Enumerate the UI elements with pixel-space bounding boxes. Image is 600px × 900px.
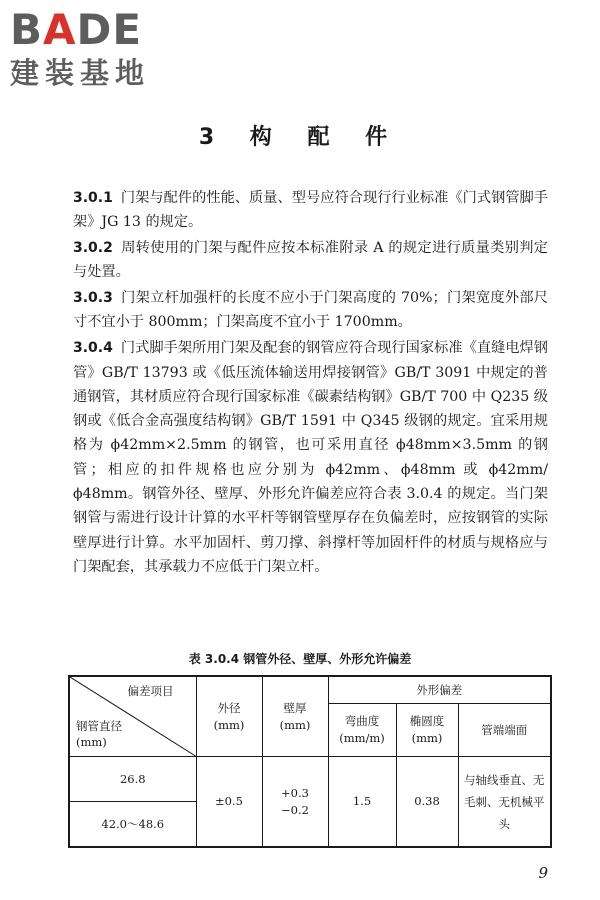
table-cell-bending: 1.5 [328, 757, 396, 848]
clause-3-0-4 [73, 336, 548, 579]
clause-number: 3.0.4 [73, 340, 113, 357]
header-outer-diameter: 外径 (mm) [196, 676, 262, 757]
chapter-title: 3 构 配 件 [198, 125, 402, 150]
clause-3-0-1 [73, 186, 548, 235]
logo-subtitle: 建装基地 [10, 56, 151, 90]
clause-text: 门架与配件的性能、质量、型号应符合现行行业标准《门式钢管脚手架》JG 13 的规定。 [73, 190, 548, 231]
tolerance-table [68, 675, 552, 848]
page-number: 9 [538, 864, 548, 882]
header-shape-deviation: 外形偏差 [328, 676, 551, 704]
clause-text: 门架立杆加强杆的长度不应小于门架高度的 70%；门架宽度外部尺寸不宜小于 800mm；门架高度不宜小于 1700mm。 [73, 290, 548, 331]
table-cell-diameter: 42.0～48.6 [69, 802, 196, 848]
header-ovality: 椭圆度 (mm) [396, 704, 458, 757]
table-cell-diameter: 26.8 [69, 757, 196, 802]
logo-brand-text: BADE [10, 5, 143, 54]
header-pipe-end: 管端端面 [458, 704, 551, 757]
table-cell-pipe-end: 与轴线垂直、无毛刺、无机械平头 [458, 757, 551, 848]
clause-text: 门式脚手架所用门架及配套的钢管应符合现行国家标准《直缝电焊钢管》GB/T 13793 或《低压流体输送用焊接钢管》GB/T 3091 中规定的普通钢管，其材质应符合现行国家标准《碳素结构钢》GB/T 700 中 Q235 级钢或《低合金高强度结构钢》GB/T 1591 中 Q345 级钢的规定。宜采用规格为 ϕ42mm×2.5mm 的钢管，也可采用直径 ϕ48mm×3.5mm 的钢管；相应的扣件规格也应分别为 ϕ42mm、ϕ48mm 或 ϕ42mm/ϕ48mm。钢管外径、壁厚、外形允许偏差应符合表 3.0.4 的规定。当门架钢管与需进行设计计算的水平杆等钢管壁厚存在负偏差时，应按钢管的实际壁厚进行计算。水平加固杆、剪刀撑、斜撑杆等加固杆件的材质与规格应与门架配套，其承载力不应低于门架立杆。 [73, 340, 548, 575]
header-bending: 弯曲度 (mm/m) [328, 704, 396, 757]
header-pipe-diameter: 钢管直径 (mm) [76, 719, 122, 749]
clause-3-0-2 [73, 236, 548, 285]
table-title: 表 3.0.4 钢管外径、壁厚、外形允许偏差 [188, 652, 412, 666]
clause-number: 3.0.3 [73, 290, 113, 307]
header-deviation-item: 偏差项目 [127, 684, 174, 698]
brand-logo [10, 5, 180, 90]
diagonal-header-cell [69, 676, 196, 757]
clause-3-0-3 [73, 286, 548, 335]
clause-number: 3.0.1 [73, 190, 113, 206]
header-wall-thickness: 壁厚 (mm) [262, 676, 328, 757]
table-cell-wall-thickness: +0.3 −0.2 [262, 757, 328, 848]
table-cell-outer-diameter: ±0.5 [196, 757, 262, 848]
clause-text: 周转使用的门架与配件应按本标准附录 A 的规定进行质量类别判定与处置。 [73, 240, 548, 281]
clause-list [73, 186, 548, 581]
clause-number: 3.0.2 [73, 240, 113, 257]
table-cell-ovality: 0.38 [396, 757, 458, 848]
